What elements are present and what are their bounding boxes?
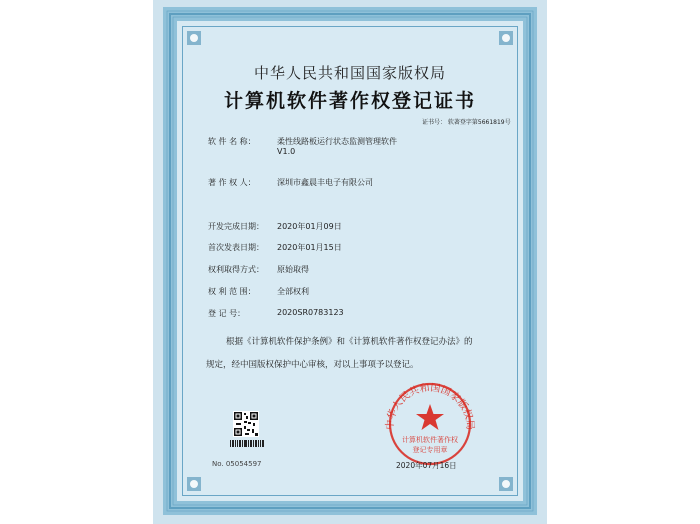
first-publish-date-value: 2020年01月15日: [277, 243, 342, 252]
qr-code: [233, 411, 259, 437]
certificate-number: 证书号： 软著登字第5661819号: [422, 119, 511, 126]
statement-line-2: 规定，经中国版权保护中心审核，对以上事项予以登记。: [206, 360, 419, 370]
rights-acquisition-value: 原始取得: [277, 265, 309, 274]
serial-number: No. 05054597: [212, 460, 262, 468]
rights-scope-value: 全部权利: [277, 287, 309, 296]
software-name-label: 软 件 名 称：: [208, 137, 256, 146]
barcode: [230, 440, 264, 447]
certificate-title: 计算机软件著作权登记证书: [223, 90, 476, 112]
copyright-owner-label: 著 作 权 人：: [208, 178, 256, 187]
seal-line-1: 计算机软件著作权: [402, 436, 458, 444]
rights-scope-label: 权 利 范 围：: [208, 287, 256, 296]
seal-line-2: 登记专用章: [412, 446, 448, 454]
dev-completion-date-label: 开发完成日期：: [208, 222, 264, 231]
software-name-value: 柔性线路板运行状态监测管理软件: [277, 137, 397, 146]
issue-date: 2020年07月16日: [396, 461, 457, 470]
software-version-value: V1.0: [277, 147, 296, 156]
dev-completion-date-value: 2020年01月09日: [277, 222, 342, 231]
official-seal: [375, 376, 485, 466]
registration-number-label: 登 记 号：: [208, 309, 246, 318]
rights-acquisition-label: 权利取得方式：: [208, 265, 264, 274]
copyright-owner-value: 深圳市鑫晨丰电子有限公司: [277, 178, 373, 187]
seal-arc-text: 中华人民共和国国家版权局: [384, 382, 476, 431]
star-icon: [416, 404, 444, 430]
first-publish-date-label: 首次发表日期：: [208, 243, 264, 252]
issuer-title: 中华人民共和国国家版权局: [253, 64, 446, 82]
statement-line-1: 根据《计算机软件保护条例》和《计算机软件著作权登记办法》的: [226, 337, 473, 347]
registration-number-value: 2020SR0783123: [277, 308, 344, 317]
